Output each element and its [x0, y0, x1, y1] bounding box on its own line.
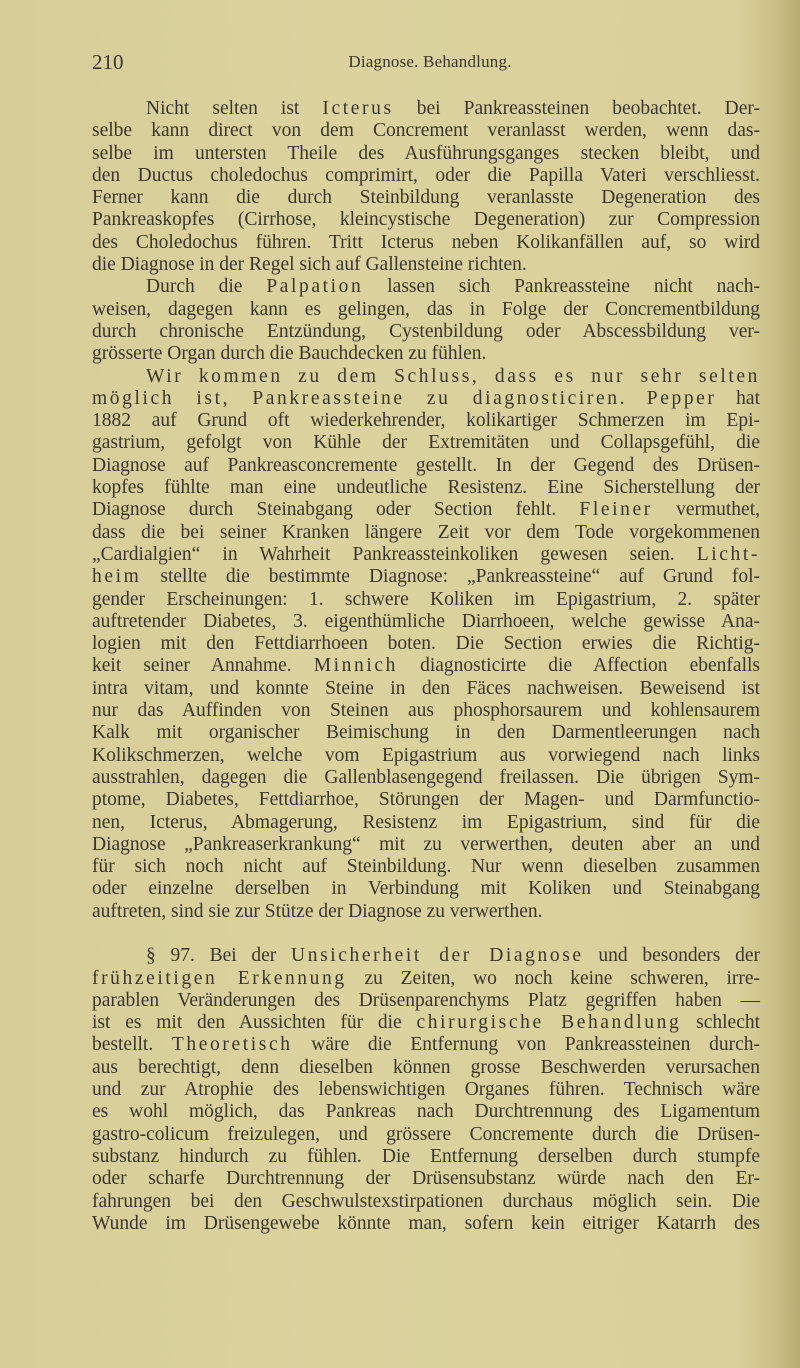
text-run: Durch die	[146, 276, 267, 298]
text-run: die Diagnose in der Regel sich auf Gallensteine richten.	[92, 254, 527, 276]
text-line	[92, 812, 760, 834]
text-run: nur das Auffinden von Steinen aus phosphorsaurem und kohlensaurem	[92, 700, 760, 722]
text-run: Kolikschmerzen, welche vom Epigastrium aus vorwiegend nach links	[92, 744, 760, 766]
text-line	[92, 544, 760, 566]
text-run: parablen Veränderungen des Drüsenparenchyms Platz gegriffen haben —	[92, 989, 760, 1011]
text-line	[92, 990, 760, 1012]
text-run: Ferner kann die durch Steinbildung veranlasste Degeneration des	[92, 187, 760, 209]
text-run: diagnosticirte die Affection ebenfalls	[397, 655, 760, 677]
text-line	[92, 655, 760, 677]
text-line	[92, 522, 760, 544]
text-run: „Cardialgien“ in Wahrheit Pankreassteinkoliken gewesen seien.	[92, 543, 697, 565]
text-line	[92, 366, 760, 388]
text-line	[92, 209, 760, 231]
text-run: hat	[716, 387, 761, 409]
text-run: Nicht selten ist	[146, 98, 323, 119]
text-line	[92, 566, 760, 588]
paragraph	[92, 945, 760, 1235]
spaced-emphasis: Pepper	[646, 387, 717, 409]
text-line	[92, 477, 760, 499]
text-line	[92, 343, 760, 365]
body-text	[92, 98, 760, 1235]
text-run: bei Pankreassteinen beobachtet. Der-	[393, 98, 761, 119]
text-run: ausstrahlen, dagegen die Gallenblasengegend freilassen. Die übrigen Sym-	[92, 766, 760, 788]
text-line	[92, 455, 760, 477]
text-run: nen, Icterus, Abmagerung, Resistenz im Epigastrium, sind für die	[92, 811, 760, 833]
spaced-emphasis: Minnich	[313, 655, 398, 677]
text-run: Wunde im Drüsengewebe könnte man, sofern kein eitriger Katarrh des	[92, 1212, 760, 1234]
text-run: lassen sich Pankreassteine nicht nach-	[363, 276, 760, 298]
text-run: des Choledochus führen. Tritt Icterus neben Kolikanfällen auf, so wird	[92, 231, 760, 253]
text-line	[92, 700, 760, 722]
text-run: substanz hindurch zu fühlen. Die Entfernung derselben durch stumpfe	[92, 1145, 760, 1167]
text-line	[92, 1168, 760, 1190]
text-run: bestellt.	[92, 1034, 172, 1056]
text-run: schlecht	[681, 1012, 761, 1034]
text-line	[92, 1079, 760, 1101]
text-line	[92, 901, 760, 923]
text-run: gender Erscheinungen: 1. schwere Koliken im Epigastrium, 2. später	[92, 588, 760, 610]
text-line	[92, 678, 760, 700]
text-line	[92, 187, 760, 209]
text-run: selbe im untersten Theile des Ausführungsganges stecken bleibt, und	[92, 142, 760, 164]
text-run: 1882 auf Grund oft wiederkehrender, kolikartiger Schmerzen im Epi-	[92, 410, 760, 432]
text-run: oder einzelne derselben in Verbindung mit Koliken und Steinabgang	[92, 878, 760, 900]
text-line	[92, 1101, 760, 1123]
text-run: logien mit den Fettdiarrhoeen boten. Die Section erwies die Richtig-	[92, 633, 760, 655]
page-number: 210	[92, 50, 124, 74]
text-line	[92, 1124, 760, 1146]
text-line	[92, 767, 760, 789]
text-line	[92, 722, 760, 744]
text-line	[92, 856, 760, 878]
text-run: keit seiner Annahme.	[92, 655, 314, 677]
text-line	[92, 388, 760, 410]
text-run: den Ductus choledochus comprimirt, oder die Papilla Vateri verschliesst.	[92, 164, 760, 186]
spaced-emphasis: Fleiner	[579, 499, 653, 521]
text-run	[627, 388, 647, 409]
text-line	[92, 968, 760, 990]
text-line	[92, 1191, 760, 1213]
text-run: auftretender Diabetes, 3. eigenthümliche Diarrhoeen, welche gewisse Ana-	[92, 610, 760, 632]
text-line	[92, 120, 760, 142]
spaced-emphasis: frühzeitigen Erkennung	[92, 967, 347, 989]
text-line	[92, 1213, 760, 1235]
text-run: selbe kann direct von dem Concrement veranlasst werden, wenn das-	[92, 120, 760, 142]
text-line	[92, 98, 760, 120]
text-line	[92, 789, 760, 811]
text-line	[92, 499, 760, 521]
text-run: kopfes fühlte man eine undeutliche Resistenz. Eine Sicherstellung der	[92, 477, 760, 499]
text-line	[92, 254, 760, 276]
text-run: es wohl möglich, das Pankreas nach Durchtrennung des Ligamentum	[92, 1101, 760, 1123]
text-line	[92, 834, 760, 856]
text-run: Kalk mit organischer Beimischung in den Darmentleerungen nach	[92, 722, 760, 744]
text-run: oder scharfe Durchtrennung der Drüsensubstanz würde nach den Er-	[92, 1168, 760, 1190]
text-line	[92, 945, 760, 967]
text-run: fahrungen bei den Geschwulstexstirpationen durchaus möglich sein. Die	[92, 1190, 760, 1212]
paragraph	[92, 98, 760, 276]
spaced-emphasis: Licht-	[696, 543, 760, 565]
text-line	[92, 1012, 760, 1034]
text-line	[92, 321, 760, 343]
text-line	[92, 432, 760, 454]
text-run: Diagnose „Pankreaserkrankung“ mit zu verwerthen, deuten aber an und	[92, 833, 760, 855]
text-run: zu Zeiten, wo noch keine schweren, irre-	[346, 967, 760, 989]
text-run: für sich noch nicht auf Steinbildung. Nur wenn dieselben zusammen	[92, 856, 760, 878]
text-run: stellte die bestimmte Diagnose: „Pankreassteine“ auf Grund fol-	[141, 566, 760, 588]
spaced-emphasis: Theoretisch	[171, 1034, 293, 1056]
spaced-emphasis: Palpation	[266, 276, 364, 298]
text-line	[92, 745, 760, 767]
text-line	[92, 143, 760, 165]
spaced-emphasis: Unsicherheit der Diagnose	[291, 945, 584, 967]
text-run: Diagnose auf Pankreasconcremente gestellt. In der Gegend des Drüsen-	[92, 454, 760, 476]
text-run: vermuthet,	[652, 499, 760, 521]
text-run: dass die bei seiner Kranken längere Zeit vor dem Tode vorgekommenen	[92, 521, 760, 543]
text-line	[92, 1146, 760, 1168]
text-run: durch chronische Entzündung, Cystenbildung oder Abscessbildung ver-	[92, 320, 760, 342]
text-run: Diagnose durch Steinabgang oder Section fehlt.	[92, 499, 580, 521]
text-line	[92, 611, 760, 633]
spaced-emphasis: möglich ist, Pankreassteine zu diagnosticiren.	[92, 387, 628, 409]
text-run: gastro-colicum freizulegen, und grössere Concremente durch die Drüsen-	[92, 1123, 760, 1145]
text-line	[92, 1034, 760, 1056]
text-line	[92, 276, 760, 298]
text-line	[92, 878, 760, 900]
text-run: § 97. Bei der	[146, 945, 292, 967]
text-line	[92, 165, 760, 187]
text-line	[92, 633, 760, 655]
text-run: auftreten, sind sie zur Stütze der Diagnose zu verwerthen.	[92, 900, 543, 922]
text-run: aus berechtigt, denn dieselben können grosse Beschwerden verursachen	[92, 1056, 760, 1078]
running-head: Diagnose. Behandlung.	[348, 52, 512, 71]
spaced-emphasis: heim	[92, 566, 142, 588]
text-run: und besonders der	[583, 945, 760, 967]
text-run: weisen, dagegen kann es gelingen, das in Folge der Concrementbildung	[92, 298, 760, 320]
text-run: ist es mit den Aussichten für die	[92, 1012, 417, 1034]
text-line	[92, 299, 760, 321]
spaced-emphasis: chirurgische Behandlung	[416, 1012, 682, 1034]
text-run: intra vitam, und konnte Steine in den Fäces nachweisen. Beweisend ist	[92, 677, 760, 699]
text-line	[92, 1057, 760, 1079]
text-line	[92, 410, 760, 432]
text-run: gastrium, gefolgt von Kühle der Extremitäten und Collapsgefühl, die	[92, 432, 760, 454]
paragraph	[92, 366, 760, 923]
text-run: grösserte Organ durch die Bauchdecken zu fühlen.	[92, 343, 487, 365]
paragraph	[92, 276, 760, 365]
text-run: ptome, Diabetes, Fettdiarrhoe, Störungen der Magen- und Darmfunctio-	[92, 789, 760, 811]
text-run: wäre die Entfernung von Pankreassteinen durch-	[292, 1034, 760, 1056]
text-run: und zur Atrophie des lebenswichtigen Organes führen. Technisch wäre	[92, 1079, 760, 1101]
text-run: Pankreaskopfes (Cirrhose, kleincystische Degeneration) zur Compression	[92, 209, 760, 231]
text-line	[92, 589, 760, 611]
spaced-emphasis: Icterus	[322, 98, 394, 119]
text-line	[92, 232, 760, 254]
spaced-emphasis: Wir kommen zu dem Schluss, dass es nur sehr selten	[146, 365, 760, 387]
